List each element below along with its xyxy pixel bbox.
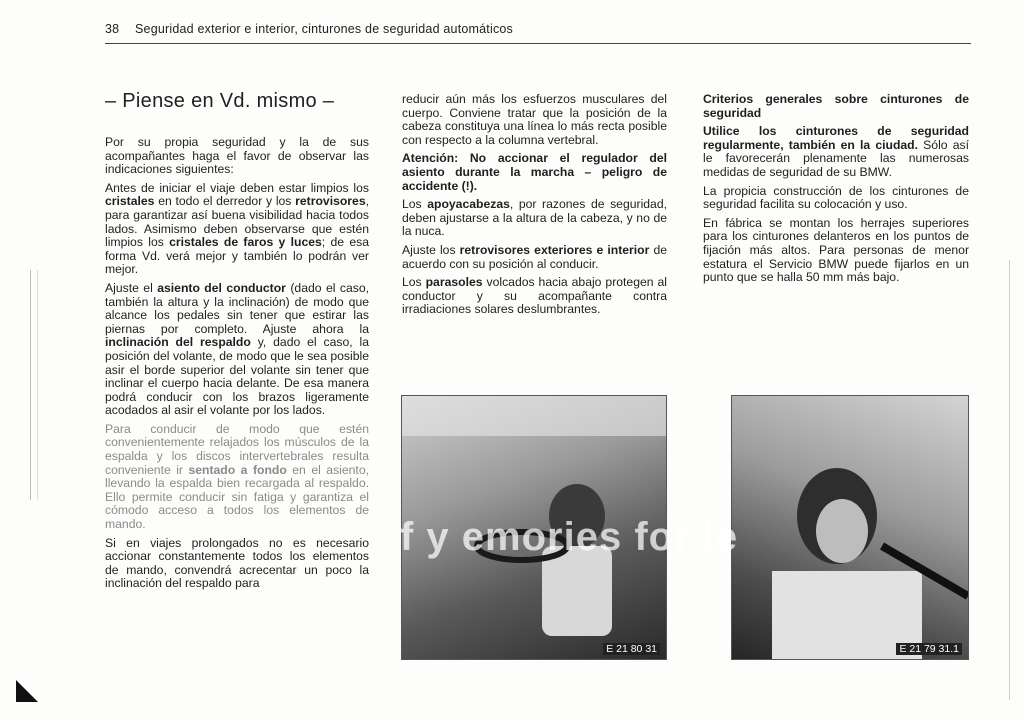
paragraph: Ajuste el asiento del conductor (dado el caso, también la altura y la inclinación) de modo que alcance los pedales sin tener que estirar las piernas por completo. Ajuste ahora la inclinación del respaldo y, dado el caso, la posición del volante, de modo que le sea posible asir el borde superior del volante sin tener que inclinar el cuerpo hacia delante. De esa manera podrá conducir con los brazos ligeramente acodados al asir el volante por los lados. — [105, 280, 370, 418]
column-3 — [703, 93, 969, 290]
paragraph: Si en viajes prolongados no es necesario accionar constantemente todos los elementos de mando, convendrá acrecentar un poco la inclinación del respaldo para — [105, 535, 369, 591]
column-1 — [105, 136, 369, 596]
corner-mark — [16, 680, 38, 702]
passenger-seat-photo — [731, 395, 969, 660]
paragraph: Por su propia seguridad y la de sus acompañantes haga el favor de observar las indicaciones siguientes: — [105, 135, 369, 177]
page-header — [105, 22, 513, 36]
paragraph: Los parasoles volcados hacia abajo protegen al conductor y su acompañante contra irradiaciones solares deslumbrantes. — [402, 275, 667, 317]
photo-code: E 21 79 31.1 — [896, 643, 962, 655]
paragraph: La propicia construcción de los cinturones de seguridad facilita su colocación y uso. — [703, 183, 969, 212]
paragraph: Los apoyacabezas, por razones de seguridad, deben ajustarse a la altura de la cabeza, y no de la nuca. — [402, 197, 668, 239]
page-edge — [1009, 260, 1010, 700]
paragraph: Para conducir de modo que estén convenientemente relajados los músculos de la espalda y los discos intervertebrales resulta conveniente ir sentado a fondo en el asiento, llevando la espalda bien recargada al respaldo. Ello permite conducir sin fatiga y garantiza el cómodo acceso a todos los elementos de mando. — [105, 421, 369, 532]
header-title: Seguridad exterior e interior, cinturones de seguridad automáticos — [135, 22, 513, 36]
photo-code: E 21 80 31 — [603, 643, 660, 655]
passenger-illustration — [732, 396, 968, 659]
paragraph: Antes de iniciar el viaje deben estar limpios los cristales en todo el derredor y los retrovisores, para garantizar así buena visibilidad hacia todos lados. Asimismo deben observarse que estén limpios los cristales de faros y luces; de esa forma Vd. verá mejor y también lo podrán ver mejor. — [105, 180, 369, 277]
paragraph: Utilice los cinturones de seguridad regularmente, también en la ciudad. Sólo así le favorecerán plenamente las numerosas medidas de seguridad de su BMW. — [703, 124, 969, 179]
paragraph: reducir aún más los esfuerzos musculares del cuerpo. Conviene tratar que la posición de la cabeza constituya una línea lo más recta posible con respecto a la columna vertebral. — [402, 92, 667, 147]
column-2 — [402, 93, 667, 322]
warning-paragraph: Atención: No accionar el regulador del asiento durante la marcha – peligro de accidente (!). — [402, 151, 667, 193]
page-number: 38 — [105, 22, 120, 36]
column-heading: Criterios generales sobre cinturones de seguridad — [703, 92, 969, 120]
header-rule — [105, 43, 971, 44]
binding-edge — [30, 270, 38, 500]
paragraph: En fábrica se montan los herrajes superiores para los cinturones delanteros en los puntos de fijación más altos. Para personas de menor estatura el Servicio BMW puede fijarlos en un punto que se halla 50 mm más bajo. — [703, 215, 969, 285]
section-heading: – Piense en Vd. mismo – — [105, 90, 335, 112]
watermark-text: f y emories for le — [400, 515, 739, 559]
paragraph: Ajuste los retrovisores exteriores e interior de acuerdo con su posición al conducir. — [402, 242, 667, 271]
